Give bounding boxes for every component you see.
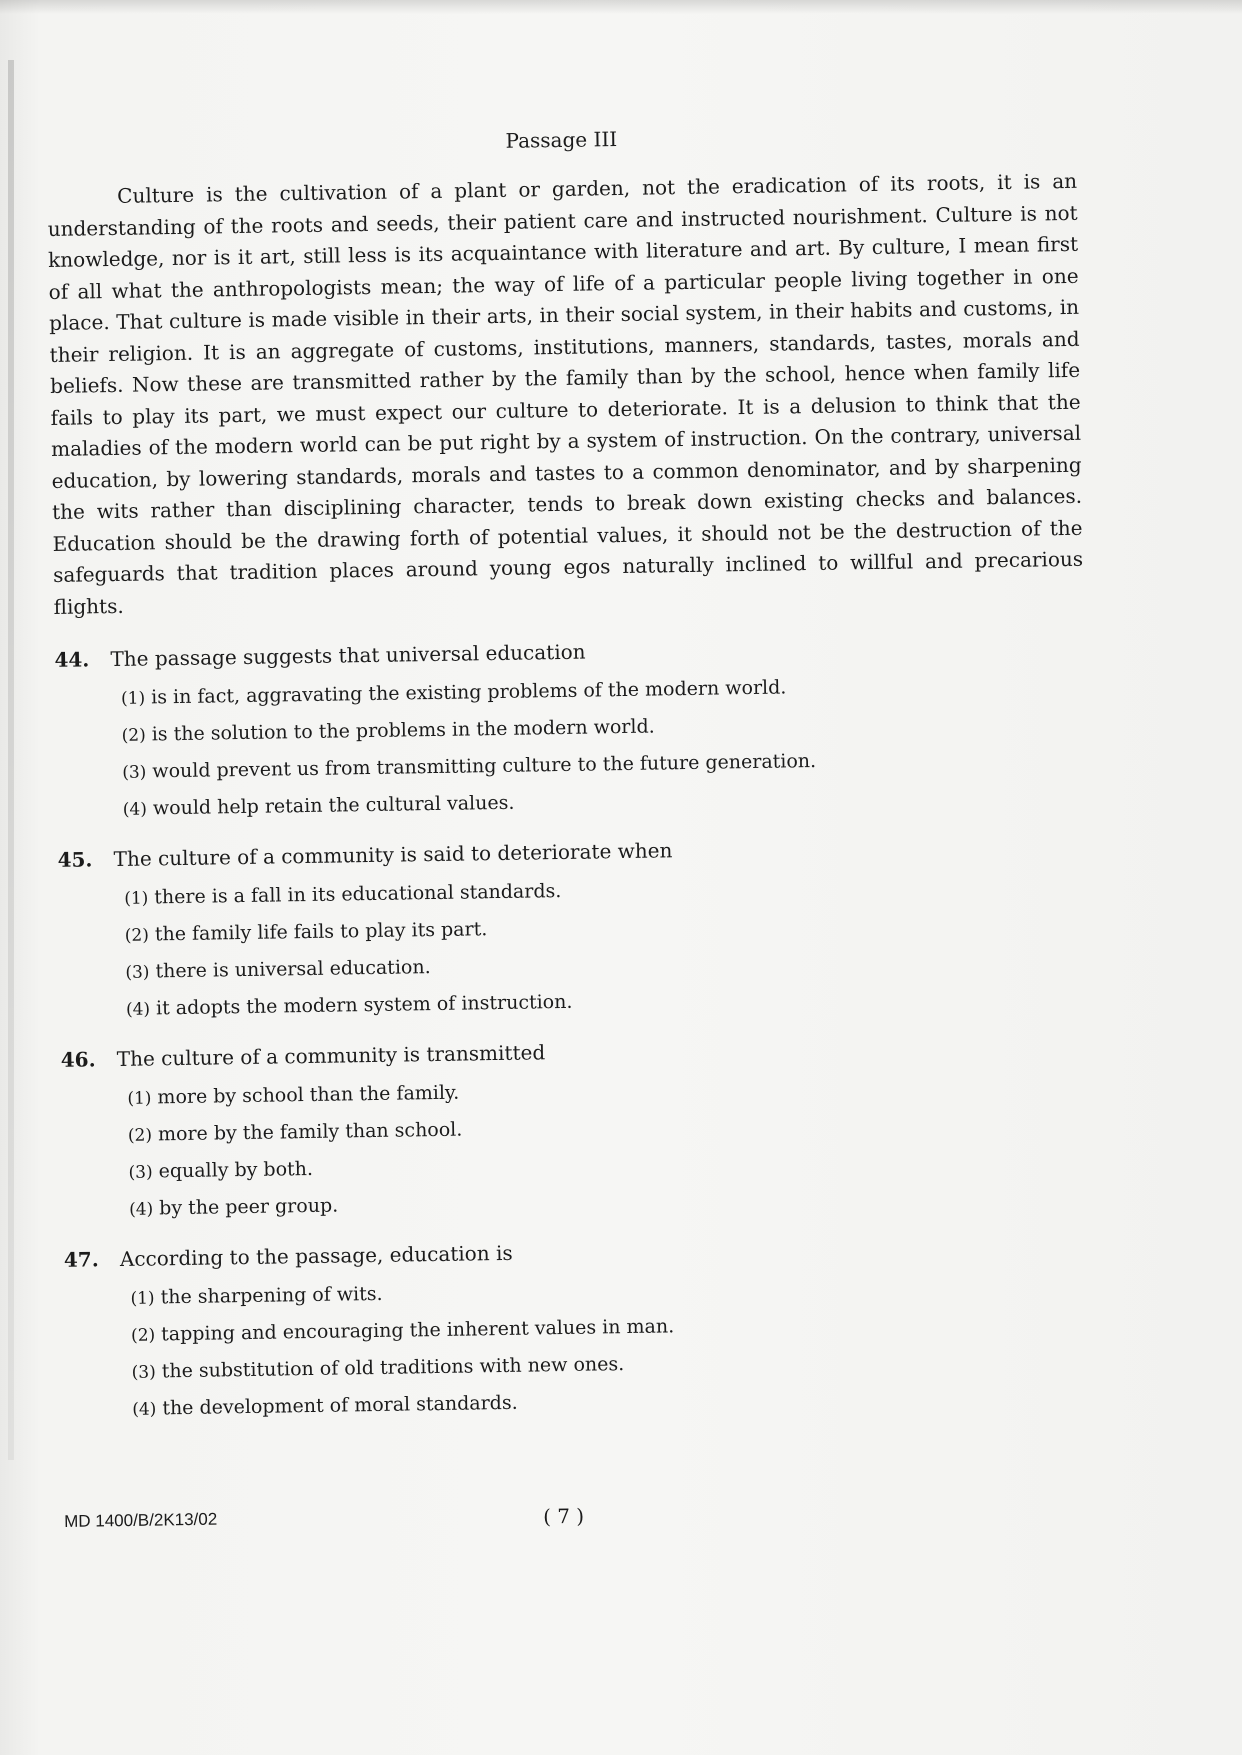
- page-footer: [64, 1497, 1004, 1536]
- option-text: equally by both.: [158, 1157, 314, 1183]
- option-number: (3): [122, 762, 147, 783]
- option-text: the development of moral standards.: [162, 1391, 518, 1420]
- question-number: 44.: [54, 647, 90, 672]
- option-text: there is a fall in its educational standards.: [154, 880, 562, 909]
- options-list: [127, 1065, 1093, 1228]
- question-stem: The culture of a community is said to deteriorate when: [113, 838, 673, 872]
- question-stem: The culture of a community is transmitted: [116, 1040, 546, 1072]
- option-number: (4): [128, 1199, 154, 1220]
- option-text: it adopts the modern system of instruction.: [155, 990, 573, 1020]
- option-number: (3): [131, 1362, 156, 1383]
- passage-text: Culture is the cultivation of a plant or garden, not the eradication of its roots, it is an understanding of the roots and seeds, their patient care and instructed nourishment. Culture is not knowledge, nor is it art, still less is its acquaintance with literature and art. By culture, I mean first of all what the anthropologists mean; the way of life of a particular people living together in one place. That culture is made visible in their arts, in their social system, in their habits and customs, in their religion. It is an aggregate of customs, institutions, manners, standards, tastes, morals and beliefs. Now these are transmitted rather by the family than by the school, hence when family life fails to play its part, we must expect our culture to deteriorate. It is a delusion to think that the maladies of the modern world can be put right by a system of instruction. On the contrary, universal education, by lowering standards, morals and tastes to a common denominator, and by sharpening the wits rather than disciplining character, tends to break down existing checks and balances. Education should be the drawing forth of potential values, it should not be the destruction of the safeguards that tradition places around young egos naturally inclined to willful and precarious flights.: [47, 168, 1084, 619]
- option-number: (4): [122, 799, 148, 820]
- question-number: 47.: [63, 1247, 99, 1272]
- question-number: 45.: [57, 847, 93, 872]
- options-list: [121, 665, 1087, 828]
- option-text: the substitution of old traditions with new ones.: [161, 1353, 625, 1383]
- option-number: (3): [125, 962, 150, 983]
- option-text: by the peer group.: [159, 1194, 339, 1220]
- options-list: [124, 865, 1090, 1028]
- passage-title: Passage III: [505, 127, 618, 153]
- question-number: 46.: [60, 1047, 96, 1072]
- option-number: (2): [121, 725, 146, 746]
- page-content: [46, 104, 1097, 1445]
- option-text: more by school than the family.: [157, 1081, 460, 1109]
- option-number: (3): [128, 1162, 153, 1183]
- option-text: there is universal education.: [155, 956, 431, 983]
- option-number: (1): [127, 1088, 152, 1109]
- option-text: the family life fails to play its part.: [154, 918, 488, 946]
- option-text: would help retain the cultural values.: [152, 791, 515, 820]
- option-number: (4): [125, 999, 151, 1020]
- page-number: ( 7 ): [542, 1503, 585, 1529]
- options-list: [130, 1265, 1096, 1428]
- question-stem: According to the passage, education is: [119, 1240, 513, 1271]
- question-47: [64, 1229, 1097, 1429]
- option-number: (1): [124, 888, 149, 909]
- option-number: (2): [124, 925, 150, 946]
- question-46: [61, 1029, 1094, 1229]
- paper-code: MD 1400/B/2K13/02: [64, 1509, 218, 1531]
- option-number: (1): [130, 1288, 155, 1309]
- option-text: more by the family than school.: [157, 1118, 463, 1146]
- option-text: is in fact, aggravating the existing problems of the modern world.: [151, 676, 787, 709]
- option-number: (1): [120, 688, 146, 709]
- option-number: (2): [130, 1325, 156, 1346]
- option-text: is the solution to the problems in the modern world.: [151, 715, 655, 746]
- question-44: [54, 629, 1087, 829]
- option-text: the sharpening of wits.: [160, 1282, 383, 1309]
- question-stem: The passage suggests that universal education: [110, 639, 586, 672]
- scan-left-edge: [8, 60, 14, 1460]
- question-45: [57, 829, 1090, 1029]
- option-number: (4): [132, 1399, 157, 1420]
- option-text: tapping and encouraging the inherent values in man.: [161, 1315, 675, 1346]
- scan-top-shadow: [0, 0, 1242, 14]
- option-text: would prevent us from transmitting culture to the future generation.: [152, 749, 817, 783]
- option-number: (2): [127, 1125, 153, 1146]
